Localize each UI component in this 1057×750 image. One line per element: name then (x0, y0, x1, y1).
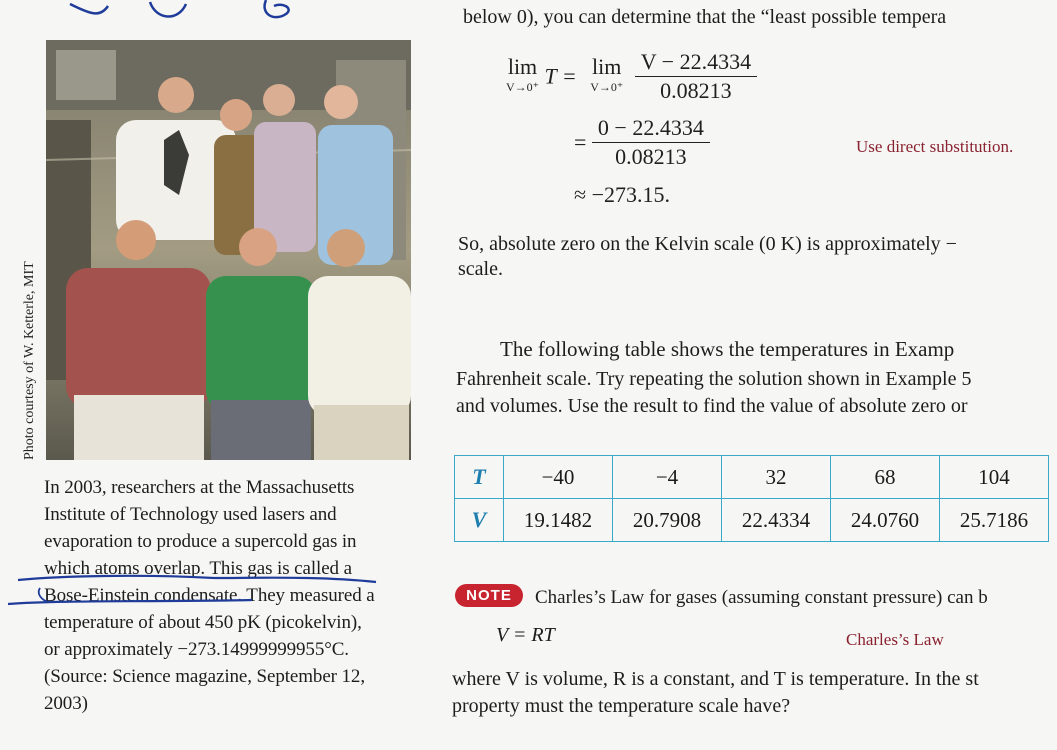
charles-law-formula: V = RT (496, 624, 555, 646)
row-label-v: V (455, 499, 504, 542)
denominator: 0.08213 (660, 78, 732, 103)
lim-text: lim (592, 53, 622, 79)
paragraph-line-1: The following table shows the temperatures in Examp (500, 337, 955, 361)
table-cell: 24.0760 (831, 499, 940, 542)
top-text-line: below 0), you can determine that the “least possible tempera (463, 6, 947, 28)
table-cell: 22.4334 (722, 499, 831, 542)
caption-line: or approximately −273.14999999955°C. (44, 639, 349, 660)
table-cell: 25.7186 (940, 499, 1049, 542)
bottom-line-2: property must the temperature scale have? (452, 695, 791, 717)
table-cell: 104 (940, 456, 1049, 499)
limit-equation-line-2 (574, 114, 710, 171)
caption-line: In 2003, researchers at the Massachusetts (44, 477, 355, 498)
handwritten-underline (0, 560, 400, 610)
row-label-t: T (455, 456, 504, 499)
bottom-line-1: where V is volume, R is a constant, and T is temperature. In the st (452, 668, 979, 690)
caption-line: temperature of about 450 pK (picokelvin), (44, 612, 362, 633)
handwritten-scribble (60, 0, 320, 28)
group-photo (46, 40, 411, 460)
paragraph-line-3: and volumes. Use the result to find the value of absolute zero or (456, 395, 968, 417)
table-row-t (455, 456, 1049, 499)
lim-text: lim (507, 53, 538, 79)
table-row-v (455, 499, 1049, 542)
caption-line: evaporation to produce a supercold gas in (44, 531, 357, 552)
temperature-volume-table (454, 455, 1049, 542)
caption-line: 2003) (44, 693, 88, 714)
caption-line: which atoms overlap. This gas is called a (44, 558, 352, 579)
lim-subscript: V→0⁺ (506, 79, 539, 94)
table-cell: 20.7908 (613, 499, 722, 542)
numerator: 0 − 22.4334 (592, 114, 710, 143)
table-cell: 68 (831, 456, 940, 499)
denominator: 0.08213 (615, 144, 687, 169)
photo-credit: Photo courtesy of W. Ketterle, MIT (22, 261, 37, 460)
side-note: Use direct substitution. (856, 137, 1014, 156)
caption-line: (Source: Science magazine, September 12, (44, 666, 365, 687)
note-badge: NOTE (455, 584, 523, 607)
table-cell: 19.1482 (504, 499, 613, 542)
fraction (635, 48, 757, 105)
paragraph-line-2: Fahrenheit scale. Try repeating the solution shown in Example 5 (456, 368, 972, 390)
limit-rhs (590, 53, 624, 97)
conclusion-line-2: scale. (458, 258, 503, 280)
table-cell: −40 (504, 456, 613, 499)
caption-line: Bose-Einstein condensate. They measured a (44, 585, 375, 606)
note-text: Charles’s Law for gases (assuming constant pressure) can b (535, 587, 988, 608)
lim-subscript: V→0⁺ (590, 79, 624, 94)
limit-lhs (506, 53, 539, 97)
table-cell: 32 (722, 456, 831, 499)
charles-law-label: Charles’s Law (846, 630, 944, 649)
lhs-function: T = (544, 63, 577, 89)
table-cell: −4 (613, 456, 722, 499)
equals-sign: = (574, 129, 587, 155)
conclusion-line-1: So, absolute zero on the Kelvin scale (0 K) is approximately − (458, 233, 957, 255)
caption-line: Institute of Technology used lasers and (44, 504, 337, 525)
limit-equation-line-3: ≈ −273.15. (574, 182, 670, 207)
numerator: V − 22.4334 (635, 48, 757, 77)
fraction (592, 114, 710, 171)
limit-equation-line-1 (506, 48, 757, 105)
